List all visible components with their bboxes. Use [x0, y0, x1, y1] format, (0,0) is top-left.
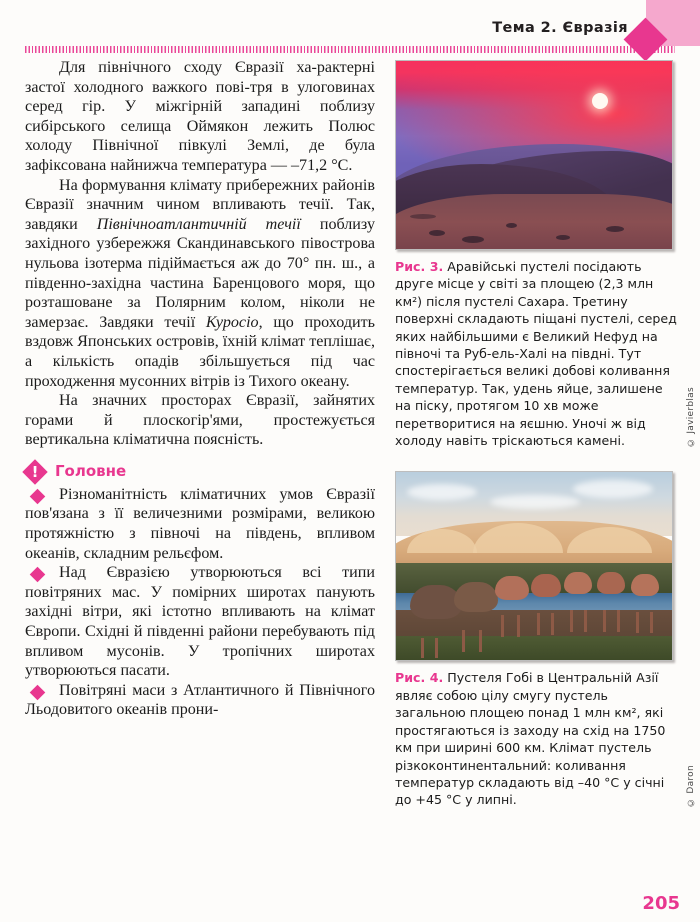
gobi-desert-camels-photo [395, 471, 673, 661]
bullet-point-air-masses: Над Євразією утворюються всі типи повітряних мас. У помірних широтах панують західні вітри, які істотно впливають на клімат Європи. Східні й південні райони перебувають під впливом мусонів. У тропічних широтах утворюються пасати. [25, 564, 375, 680]
camel-leg [570, 610, 573, 632]
cloud [490, 495, 580, 509]
camel-leg [584, 610, 587, 632]
bullet-point-diversity: Різноманітність кліматичних умов Євразії пов'язана з її величезними розмірами, великою протяжністю з півночі на південь, впливом океанів, складним рельєфом. [25, 485, 375, 562]
cloud [407, 484, 477, 500]
camel-leg [650, 612, 653, 633]
paragraph-vertical-zonality: На значних просторах Євразії, зайнятих горами й плоскогір'ями, простежується вертикальна кліматична поясність. [25, 392, 375, 449]
camel [495, 576, 529, 600]
camel-leg [537, 613, 540, 635]
photo-credit: © Javierblas [686, 387, 696, 448]
camel-leg [435, 638, 438, 658]
rock [429, 230, 445, 236]
rock [556, 235, 570, 240]
right-figure-column [395, 60, 696, 809]
main-points-heading-row [25, 461, 375, 484]
exclamation-mark-glyph: ! [31, 462, 39, 481]
camel-leg [603, 610, 606, 632]
camel-leg [501, 615, 504, 637]
page-header [0, 20, 700, 46]
camel [597, 572, 625, 594]
camel [531, 574, 561, 597]
main-points-heading: Головне [55, 461, 127, 480]
bullet-diamond-icon [30, 489, 46, 505]
left-text-column [25, 58, 375, 720]
main-points-section [25, 461, 375, 720]
paragraph-northeast-eurasia: Для північного сходу Євразії ха-рактерні застої холодного важкого пові-тря в улоговинах серед гір. У міжгірній западині поблизу сибірського селища Оймякон лежить Полюс холоду Північної півкулі Землі, де була зафіксована найнижча температура — –71,2 °С. [25, 59, 375, 174]
bullet-diamond-icon [30, 567, 46, 583]
figure-4-caption-text: Пустеля Гобі в Центральній Азії являє собою цілу смугу пустель загальною площею понад 1 млн км², які простягаються із заходу на схід на 1750 км при ширині 600 км. Клімат пустель різкоконтинентальний: коливання температур складають від –40 °С у січні до +45 °С у липні. [395, 670, 666, 808]
camel-leg [421, 638, 424, 658]
camel-leg [617, 610, 620, 632]
bullet-diamond-icon [30, 685, 46, 701]
cloud [573, 480, 653, 498]
sun-icon [592, 93, 608, 109]
camel-leg [517, 615, 520, 637]
figure-3-caption [395, 258, 678, 449]
bullet-point-atlantic-arctic: Повітряні маси з Атлантичного й Північного Льодовитого океанів прони- [25, 681, 375, 719]
figure-3 [395, 60, 696, 449]
figure-4 [395, 471, 696, 808]
camel-leg [462, 630, 465, 652]
figure-3-label: Рис. 3. [395, 259, 444, 274]
page-title: Тема 2. Євразія [492, 20, 628, 36]
header-dotted-rule [25, 46, 675, 53]
rock [410, 214, 436, 219]
page-number: 205 [642, 893, 680, 914]
camel-leg [551, 613, 554, 635]
rock [606, 226, 624, 232]
camel [564, 572, 592, 594]
camel [631, 574, 659, 596]
figure-4-caption [395, 669, 678, 808]
figure-3-caption-text: Аравійські пустелі посідають друге місце у світі за площею (2,3 млн км²) після пустелі Сахара. Третину поверхні складають піщані пустелі, серед яких найбільшими є Великий Нефуд на півночі та Руб-ель-Халі на півдні. Тут спостерігається великі добові коливання температур. Так, удень яйце, залишене на піску, протягом 10 хв може перетворитися на яєшню. Уночі ж від холоду навіть тріскаються камені. [395, 259, 677, 449]
camel-leg [636, 612, 639, 633]
camel [454, 582, 498, 612]
figure-4-label: Рис. 4. [395, 670, 444, 686]
camel-leg [479, 630, 482, 652]
foreground-sand [395, 194, 673, 250]
paragraph-coastal-currents: На формування клімату прибережних районів Євразії значним чином впливають течії. Так, завдяки Північноатлантичній течії поблизу західного узбережжя Скандинавського півострова нульова ізотерма підіймається аж до 70° пн. ш., а південно-західна частина Баренцового моря, що розташоване за Полярним колом, ніколи не замерзає. Завдяки течії Куросіо, що проходить вздовж Японських островів, їхній клімат теплішає, а кількість опадів збільшується під час проходження мусонних вітрів із Тихого океану. [25, 176, 375, 390]
photo-credit: © Daron [686, 764, 696, 807]
arabian-desert-dusk-photo [395, 60, 673, 250]
